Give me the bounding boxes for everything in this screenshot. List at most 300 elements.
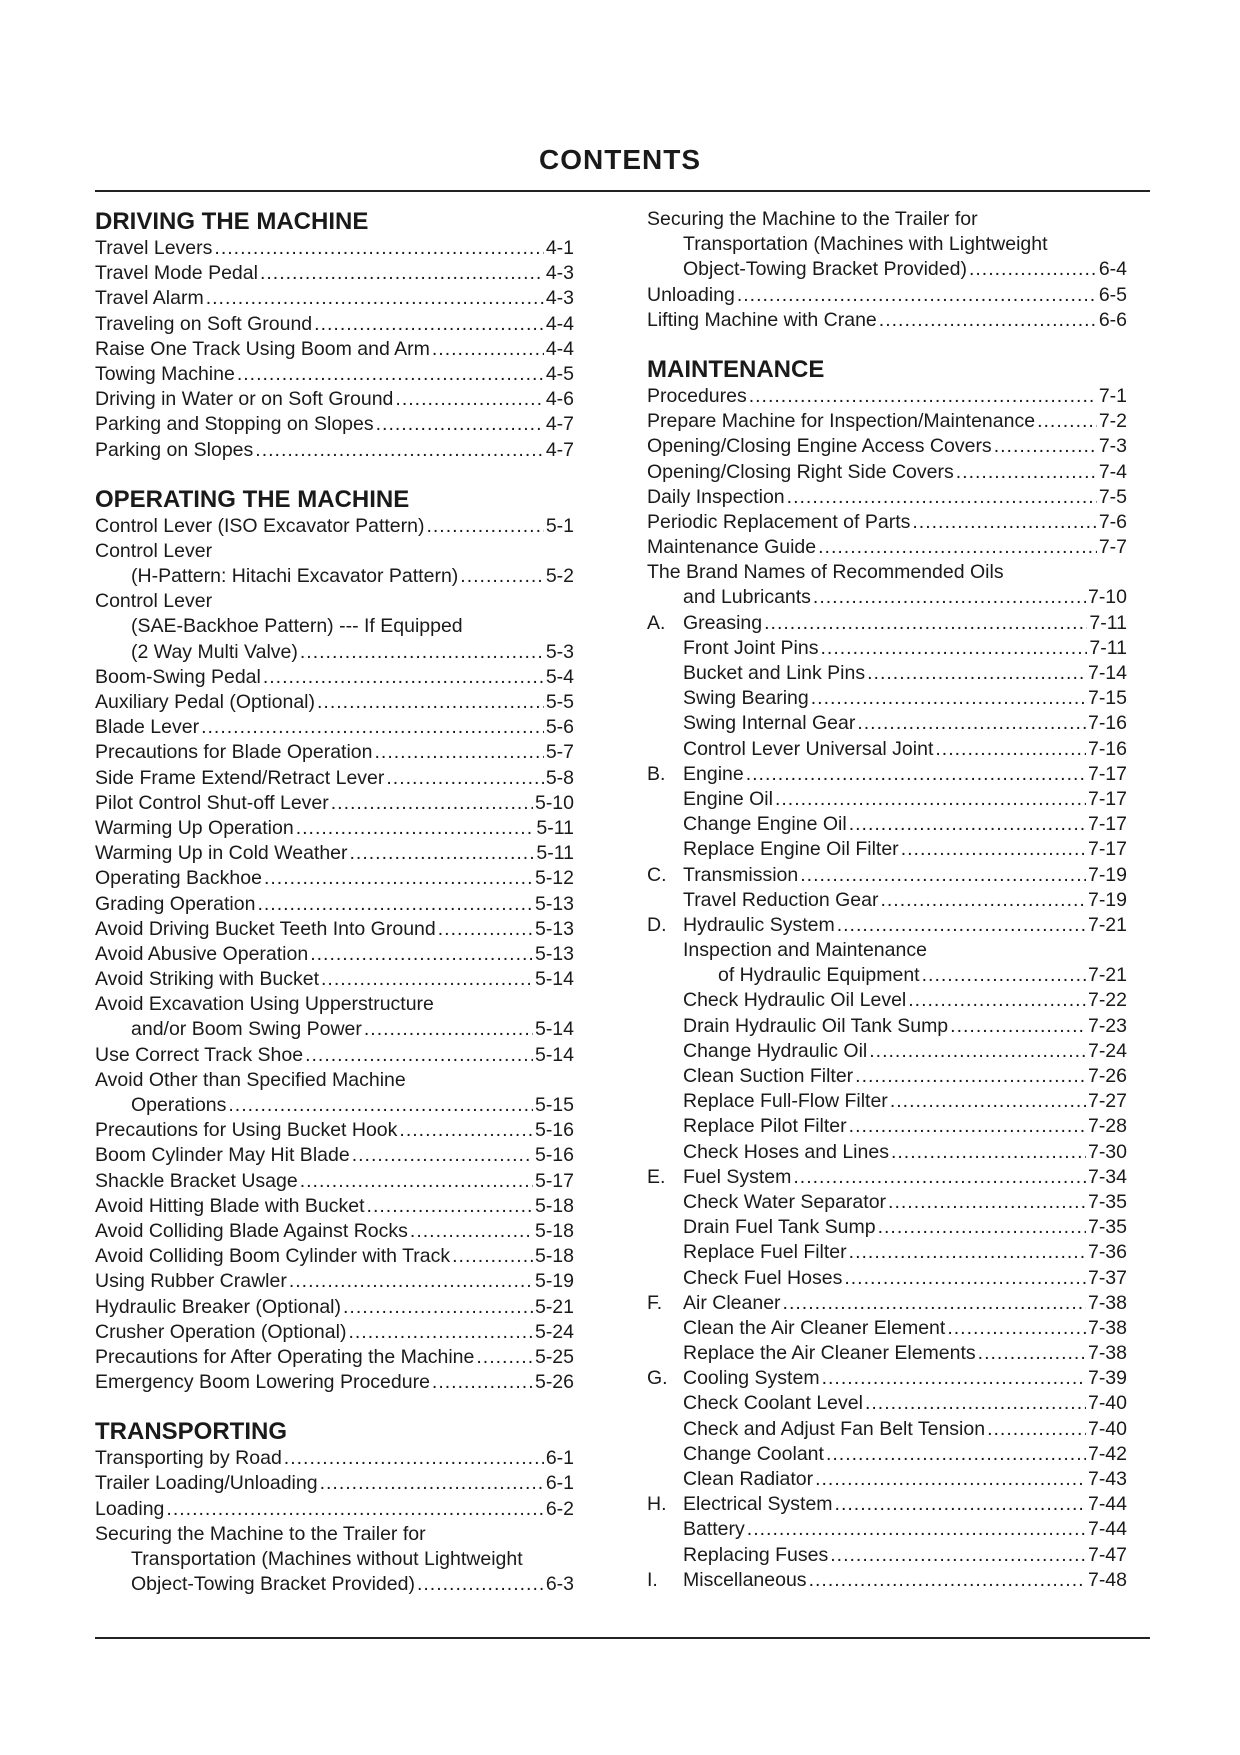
toc-entry-page: 7-17: [1087, 813, 1127, 836]
toc-entry: [647, 1391, 1127, 1416]
toc-entry-page: 7-35: [1087, 1190, 1127, 1213]
section-heading-driving: DRIVING THE MACHINE: [95, 208, 369, 235]
toc-dot-leader: [811, 686, 1086, 711]
toc-entry-text: Opening/Closing Right Side Covers: [647, 460, 954, 483]
toc-entry-text: Daily Inspection: [647, 485, 785, 508]
toc-dot-leader: [201, 715, 544, 740]
toc-entry: [647, 1316, 1127, 1341]
toc-dot-leader: [787, 485, 1097, 510]
toc-dot-leader: [912, 510, 1096, 535]
toc-entry-text: Use Correct Track Shoe: [95, 1043, 304, 1066]
toc-entry: [95, 715, 574, 740]
toc-entry-page: 6-6: [1098, 308, 1127, 331]
toc-dot-leader: [764, 611, 1087, 636]
toc-entry: [95, 740, 574, 765]
toc-entry-page: 7-44: [1087, 1493, 1127, 1516]
toc-entry: [95, 261, 574, 286]
toc-entry: [95, 1471, 574, 1496]
toc-entry-text: Object-Towing Bracket Provided): [131, 1573, 415, 1596]
toc-entry-text: Towing Machine: [95, 362, 235, 385]
toc-entry: [95, 766, 574, 791]
toc-dot-leader: [386, 766, 543, 791]
toc-entry: [647, 1114, 1127, 1139]
toc-entry-page: 5-3: [545, 640, 574, 663]
toc-dot-leader: [849, 1114, 1086, 1139]
toc-dot-leader: [869, 1039, 1086, 1064]
toc-dot-leader: [737, 283, 1097, 308]
toc-entry: [647, 1089, 1127, 1114]
toc-entry-text: Object-Towing Bracket Provided): [683, 258, 967, 281]
toc-dot-leader: [348, 1320, 533, 1345]
toc-dot-leader: [395, 387, 543, 412]
toc-entry: [647, 1266, 1127, 1291]
toc-dot-leader: [835, 1492, 1086, 1517]
toc-entry-text: Check Coolant Level: [683, 1392, 863, 1415]
toc-entry-page: 7-15: [1087, 687, 1127, 710]
toc-entry-text: and/or Boom Swing Power: [131, 1018, 362, 1041]
toc-entry-text: Replace the Air Cleaner Elements: [683, 1342, 976, 1365]
toc-dot-leader: [978, 1341, 1086, 1366]
top-divider: [95, 190, 1150, 192]
toc-entry-page: 5-2: [545, 565, 574, 588]
toc-entry-text: Avoid Driving Bucket Teeth Into Ground: [95, 917, 436, 940]
toc-entry: [95, 1169, 574, 1194]
toc-entry-text: Hydraulic System: [683, 913, 835, 936]
toc-dot-leader: [255, 438, 544, 463]
toc-entry-text: The Brand Names of Recommended Oils: [647, 561, 1004, 584]
toc-entry-letter: B.: [647, 762, 666, 785]
toc-entry: [647, 661, 1127, 686]
toc-dot-leader: [310, 942, 533, 967]
toc-entry: [647, 232, 1127, 257]
toc-entry: [647, 257, 1127, 282]
toc-entry-text: Transportation (Machines without Lightweight: [131, 1548, 523, 1570]
toc-entry: [95, 967, 574, 992]
toc-entry: [647, 1568, 1127, 1593]
toc-entry: [95, 564, 574, 589]
toc-entry-page: 7-2: [1098, 410, 1127, 433]
toc-entry-text: Check Hydraulic Oil Level: [683, 989, 907, 1012]
toc-entry-page: 7-40: [1087, 1417, 1127, 1440]
toc-dot-leader: [837, 913, 1086, 938]
toc-entry: [647, 434, 1127, 459]
toc-entry: [95, 614, 574, 639]
toc-entry-page: 5-14: [534, 1043, 574, 1066]
toc-entry-text: Blade Lever: [95, 716, 200, 739]
toc-entry-text: Check Fuel Hoses: [683, 1266, 843, 1289]
toc-entry-letter: E.: [647, 1165, 666, 1188]
toc-entry-page: 7-24: [1087, 1039, 1127, 1062]
toc-entry-text: Front Joint Pins: [683, 636, 819, 659]
toc-dot-leader: [857, 711, 1086, 736]
toc-entry-page: 5-17: [534, 1169, 574, 1192]
toc-entry: [95, 866, 574, 891]
toc-entry-text: Auxiliary Pedal (Optional): [95, 691, 316, 713]
toc-entry: [647, 560, 1127, 585]
toc-entry: [95, 539, 574, 564]
toc-dot-leader: [901, 837, 1086, 862]
toc-entry: [95, 1370, 574, 1395]
toc-entry-text: Hydraulic Breaker (Optional): [95, 1295, 342, 1318]
toc-dot-leader: [300, 640, 544, 665]
toc-entry: [95, 236, 574, 261]
toc-entry-text: Swing Bearing: [683, 687, 809, 710]
toc-dot-leader: [747, 1517, 1086, 1542]
toc-entry-page: 4-7: [545, 413, 574, 436]
toc-entry-page: 5-13: [534, 942, 574, 965]
toc-entry-page: 5-16: [534, 1144, 574, 1167]
toc-entry-text: Avoid Colliding Blade Against Rocks: [95, 1219, 408, 1242]
toc-entry-text: Crusher Operation (Optional): [95, 1320, 347, 1343]
section-transporting-entries: [95, 1446, 574, 1597]
toc-entry-page: 6-5: [1098, 283, 1127, 306]
toc-entry: [647, 308, 1127, 333]
toc-entry: [95, 1320, 574, 1345]
toc-entry-page: 5-14: [534, 968, 574, 991]
toc-entry: [95, 337, 574, 362]
toc-entry-page: 7-37: [1087, 1266, 1127, 1289]
toc-dot-leader: [867, 661, 1086, 686]
toc-entry: [647, 1039, 1127, 1064]
toc-entry-text: Driving in Water or on Soft Ground: [95, 388, 394, 411]
toc-entry: [647, 1543, 1127, 1568]
toc-dot-leader: [260, 261, 544, 286]
toc-entry-text: Boom-Swing Pedal: [95, 665, 261, 688]
toc-entry-text: Precautions for Blade Operation: [95, 741, 373, 764]
toc-entry: [95, 412, 574, 437]
toc-entry-page: 7-19: [1087, 863, 1127, 886]
toc-entry-page: 5-16: [534, 1119, 574, 1142]
toc-entry: [647, 686, 1127, 711]
toc-dot-leader: [844, 1266, 1086, 1291]
toc-dot-leader: [987, 1417, 1086, 1442]
toc-entry-text: (H-Pattern: Hitachi Excavator Pattern): [131, 565, 459, 588]
toc-entry: [647, 1240, 1127, 1265]
toc-entry: [95, 1497, 574, 1522]
toc-dot-leader: [263, 665, 544, 690]
toc-entry-page: 7-30: [1087, 1140, 1127, 1163]
toc-entry: [95, 1244, 574, 1269]
toc-entry-page: 7-16: [1087, 712, 1127, 735]
toc-entry-text: Avoid Abusive Operation: [95, 942, 309, 965]
toc-dot-leader: [257, 892, 533, 917]
toc-entry-text: Replace Fuel Filter: [683, 1241, 847, 1264]
toc-entry-text: Boom Cylinder May Hit Blade: [95, 1144, 350, 1167]
toc-entry-page: 7-3: [1098, 435, 1127, 458]
toc-dot-leader: [888, 1190, 1086, 1215]
toc-entry-page: 5-5: [545, 691, 574, 713]
toc-entry: [647, 711, 1127, 736]
toc-dot-leader: [809, 1568, 1086, 1593]
toc-entry-page: 7-43: [1087, 1468, 1127, 1490]
toc-entry: [95, 1269, 574, 1294]
toc-entry-page: 7-27: [1087, 1090, 1127, 1113]
toc-entry-text: Avoid Colliding Boom Cylinder with Track: [95, 1245, 451, 1268]
section-driving-entries: [95, 236, 574, 463]
toc-dot-leader: [922, 963, 1086, 988]
toc-entry-page: 6-1: [545, 1472, 574, 1495]
toc-entry: [647, 535, 1127, 560]
toc-entry-text: Using Rubber Crawler: [95, 1270, 287, 1293]
toc-entry-page: 5-15: [534, 1094, 574, 1116]
toc-entry-page: 7-35: [1087, 1216, 1127, 1239]
toc-entry-text: Battery: [683, 1518, 745, 1541]
toc-entry-text: Change Coolant: [683, 1442, 824, 1465]
toc-entry: [95, 1345, 574, 1370]
toc-entry: [647, 485, 1127, 510]
toc-entry-text: Travel Levers: [95, 237, 213, 259]
toc-dot-leader: [314, 312, 544, 337]
toc-entry-page: 7-40: [1087, 1392, 1127, 1415]
toc-entry: [95, 1547, 574, 1572]
toc-entry-text: Engine Oil: [683, 787, 773, 810]
toc-entry-page: 5-21: [534, 1295, 574, 1318]
toc-entry-page: 4-5: [545, 362, 574, 385]
toc-entry-page: 7-48: [1087, 1568, 1127, 1591]
toc-entry-page: 7-22: [1087, 989, 1127, 1012]
toc-entry-page: 5-14: [534, 1018, 574, 1041]
toc-dot-leader: [364, 1017, 533, 1042]
toc-entry-text: Travel Alarm: [95, 287, 204, 310]
toc-entry-page: 5-6: [545, 716, 574, 739]
toc-entry-text: Opening/Closing Engine Access Covers: [647, 435, 992, 458]
toc-dot-leader: [284, 1446, 544, 1471]
toc-dot-leader: [775, 787, 1086, 812]
toc-entry-text: Replace Pilot Filter: [683, 1115, 847, 1138]
toc-entry-text: Warming Up in Cold Weather: [95, 842, 348, 865]
toc-entry-letter: H.: [647, 1493, 667, 1516]
toc-dot-leader: [410, 1219, 533, 1244]
toc-entry: [95, 1572, 574, 1597]
toc-entry-page: 5-11: [536, 842, 574, 865]
toc-entry: [647, 1291, 1127, 1316]
toc-entry: [647, 762, 1127, 787]
toc-dot-leader: [855, 1064, 1086, 1089]
toc-entry-page: 5-13: [534, 892, 574, 915]
toc-entry-text: Unloading: [647, 283, 735, 306]
toc-entry: [95, 589, 574, 614]
toc-entry: [647, 888, 1127, 913]
toc-entry-text: Clean Radiator: [683, 1468, 814, 1490]
toc-entry-page: 6-2: [545, 1497, 574, 1520]
toc-entry-text: Operating Backhoe: [95, 867, 262, 890]
toc-entry: [95, 1093, 574, 1118]
toc-entry-page: 7-23: [1087, 1014, 1127, 1037]
toc-dot-leader: [849, 1240, 1086, 1265]
toc-dot-leader: [376, 412, 544, 437]
toc-dot-leader: [438, 917, 533, 942]
toc-entry-text: Change Hydraulic Oil: [683, 1039, 868, 1062]
toc-entry-text: Precautions for Using Bucket Hook: [95, 1119, 398, 1142]
toc-entry: [647, 1467, 1127, 1492]
section-heading-operating: OPERATING THE MACHINE: [95, 485, 410, 513]
toc-dot-leader: [476, 1345, 533, 1370]
toc-entry: [647, 207, 1127, 232]
toc-entry: [95, 892, 574, 917]
toc-dot-leader: [746, 762, 1086, 787]
toc-entry-text: Pilot Control Shut-off Lever: [95, 791, 329, 814]
toc-entry: [95, 312, 574, 337]
toc-entry-letter: A.: [647, 611, 666, 634]
toc-dot-leader: [166, 1497, 543, 1522]
toc-dot-leader: [908, 988, 1086, 1013]
toc-entry-page: 4-4: [545, 312, 574, 335]
toc-entry-text: Side Frame Extend/Retract Lever: [95, 766, 385, 789]
toc-entry-page: 7-38: [1087, 1291, 1127, 1314]
toc-dot-leader: [432, 337, 544, 362]
toc-entry: [95, 816, 574, 841]
toc-entry: [95, 438, 574, 463]
toc-entry-page: 5-13: [534, 917, 574, 940]
toc-dot-leader: [793, 1165, 1086, 1190]
toc-dot-leader: [813, 585, 1086, 610]
toc-dot-leader: [460, 564, 544, 589]
toc-entry-text: Check Water Separator: [683, 1190, 887, 1213]
toc-dot-leader: [878, 1215, 1086, 1240]
toc-dot-leader: [317, 690, 544, 715]
toc-dot-leader: [300, 1169, 533, 1194]
toc-entry: [95, 791, 574, 816]
toc-entry-text: (2 Way Multi Valve): [131, 640, 298, 663]
toc-entry-page: 7-7: [1098, 536, 1127, 559]
toc-entry-page: 4-1: [545, 237, 574, 259]
toc-entry: [647, 787, 1127, 812]
toc-entry: [647, 812, 1127, 837]
toc-entry: [95, 1017, 574, 1042]
toc-entry: [647, 460, 1127, 485]
toc-entry-text: Air Cleaner: [683, 1291, 781, 1314]
toc-dot-leader: [783, 1291, 1086, 1316]
section-heading-transporting: TRANSPORTING: [95, 1418, 287, 1446]
toc-dot-leader: [417, 1572, 544, 1597]
toc-entry-letter: I.: [647, 1568, 658, 1591]
toc-entry-text: Parking and Stopping on Slopes: [95, 413, 374, 436]
toc-entry-page: 6-4: [1098, 258, 1127, 281]
toc-entry: [95, 640, 574, 665]
toc-entry-page: 5-4: [545, 665, 574, 688]
toc-entry-text: (SAE-Backhoe Pattern) --- If Equipped: [131, 615, 463, 638]
toc-left-column: [95, 207, 574, 1597]
toc-entry-page: 7-21: [1087, 913, 1127, 936]
toc-entry-text: Change Engine Oil: [683, 813, 847, 836]
toc-entry: [647, 913, 1127, 938]
toc-dot-leader: [800, 863, 1086, 888]
toc-entry: [647, 1492, 1127, 1517]
toc-entry-page: 7-28: [1087, 1115, 1127, 1138]
toc-entry-text: Avoid Hitting Blade with Bucket: [95, 1194, 365, 1217]
toc-entry-text: Operations: [131, 1094, 227, 1116]
toc-entry-text: Avoid Striking with Bucket: [95, 968, 319, 991]
toc-entry-text: Drain Hydraulic Oil Tank Sump: [683, 1014, 949, 1037]
toc-entry: [95, 1068, 574, 1093]
toc-entry-page: 5-18: [534, 1245, 574, 1268]
toc-entry: [647, 1064, 1127, 1089]
toc-dot-leader: [822, 1366, 1086, 1391]
toc-dot-leader: [305, 1043, 533, 1068]
toc-entry: [647, 963, 1127, 988]
toc-entry: [95, 286, 574, 311]
toc-entry-page: 7-10: [1087, 586, 1127, 609]
toc-entry-page: 7-44: [1087, 1518, 1127, 1541]
toc-entry: [95, 1043, 574, 1068]
toc-entry: [647, 510, 1127, 535]
toc-dot-leader: [321, 967, 533, 992]
toc-dot-leader: [399, 1118, 533, 1143]
toc-dot-leader: [880, 888, 1086, 913]
toc-entry-page: 5-12: [534, 867, 574, 890]
toc-entry-text: Avoid Other than Specified Machine: [95, 1068, 406, 1091]
toc-entry: [647, 1190, 1127, 1215]
toc-entry-page: 5-25: [534, 1345, 574, 1368]
toc-entry-page: 7-17: [1087, 762, 1127, 785]
toc-entry-text: Parking on Slopes: [95, 438, 254, 461]
toc-entry-text: Traveling on Soft Ground: [95, 312, 313, 335]
toc-entry: [647, 938, 1127, 963]
toc-entry-text: Fuel System: [683, 1165, 792, 1188]
toc-entry-text: Replace Full-Flow Filter: [683, 1090, 888, 1113]
toc-dot-leader: [426, 514, 543, 539]
toc-entry-page: 5-19: [534, 1270, 574, 1293]
toc-entry: [95, 690, 574, 715]
toc-entry-text: Prepare Machine for Inspection/Maintenance: [647, 410, 1036, 433]
toc-entry-page: 7-16: [1087, 737, 1127, 760]
toc-dot-leader: [1037, 409, 1097, 434]
toc-entry-text: of Hydraulic Equipment: [718, 964, 920, 987]
toc-dot-leader: [237, 362, 544, 387]
toc-entry: [95, 514, 574, 539]
toc-entry-text: Procedures: [647, 384, 747, 407]
toc-entry-page: 7-17: [1087, 787, 1127, 810]
toc-entry-page: 7-39: [1087, 1367, 1127, 1390]
toc-entry-page: 7-34: [1087, 1165, 1127, 1188]
toc-entry: [95, 1295, 574, 1320]
toc-entry-page: 4-4: [545, 337, 574, 360]
toc-entry-page: 7-11: [1089, 636, 1127, 659]
toc-entry-text: Bucket and Link Pins: [683, 662, 866, 684]
toc-entry-page: 7-5: [1098, 485, 1127, 508]
toc-dot-leader: [452, 1244, 533, 1269]
section-operating-entries: [95, 514, 574, 1396]
toc-dot-leader: [749, 384, 1097, 409]
toc-dot-leader: [947, 1316, 1086, 1341]
toc-entry-page: 5-7: [545, 741, 574, 764]
toc-right-column: [647, 207, 1127, 1593]
toc-dot-leader: [879, 308, 1097, 333]
toc-entry-text: Securing the Machine to the Trailer for: [95, 1522, 426, 1545]
toc-entry-text: Miscellaneous: [683, 1568, 807, 1591]
bottom-divider: [95, 1637, 1150, 1639]
toc-entry-text: Travel Reduction Gear: [683, 888, 879, 911]
toc-dot-leader: [228, 1093, 533, 1118]
toc-entry-page: 7-14: [1087, 662, 1127, 684]
toc-entry-text: Check and Adjust Fan Belt Tension: [683, 1417, 986, 1440]
toc-dot-leader: [375, 740, 544, 765]
toc-entry: [647, 1442, 1127, 1467]
toc-entry-text: Clean Suction Filter: [683, 1065, 854, 1087]
toc-dot-leader: [890, 1089, 1086, 1114]
toc-entry: [95, 942, 574, 967]
toc-entry: [95, 1143, 574, 1168]
toc-entry-text: Transportation (Machines with Lightweight: [683, 233, 1048, 256]
toc-entry-text: Periodic Replacement of Parts: [647, 510, 911, 533]
toc-entry-page: 5-8: [545, 766, 574, 789]
toc-entry: [647, 636, 1127, 661]
toc-entry-letter: D.: [647, 913, 667, 936]
toc-dot-leader: [264, 866, 533, 891]
toc-entry-letter: F.: [647, 1291, 663, 1314]
toc-entry: [647, 585, 1127, 610]
toc-entry: [95, 841, 574, 866]
